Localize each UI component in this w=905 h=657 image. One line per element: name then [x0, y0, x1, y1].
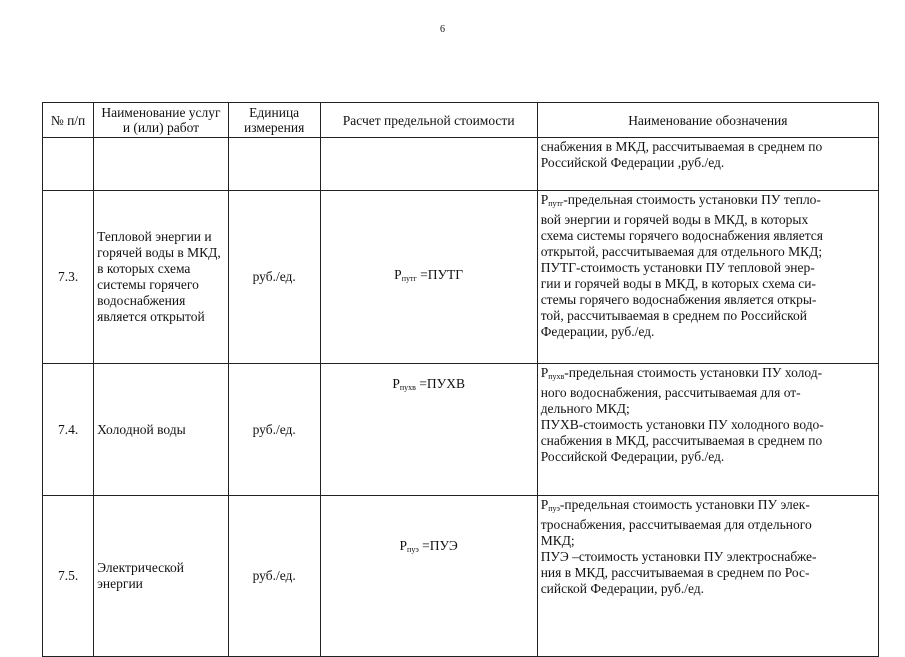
desc-line: ПУЭ –стоимость установки ПУ электроснабже- — [540, 549, 817, 564]
cell-service: Тепловой энергии и горячей воды в МКД, в которых схема системы горячего водоснабжения является открытой — [94, 191, 229, 364]
header-unit: Единица измерения — [228, 103, 320, 138]
symbol-base: P — [540, 497, 549, 512]
desc-line — [541, 192, 875, 212]
cell-unit: руб./ед. — [228, 191, 320, 364]
limit-cost-table — [42, 102, 879, 657]
desc-line: гии и горячей воды в МКД, в которых схема си- — [540, 276, 816, 291]
desc-line — [541, 365, 875, 385]
cell-desc — [537, 496, 878, 657]
header-num: № п/п — [43, 103, 94, 138]
desc-line: вой энергии и горячей воды в МКД, в которых — [540, 212, 809, 227]
desc-line: ного водоснабжения, рассчитываемая для от- — [540, 385, 801, 400]
cell-service: Холодной воды — [94, 364, 229, 496]
cell-desc — [537, 191, 878, 364]
desc-line: ПУХВ-стоимость установки ПУ холодного водо- — [540, 417, 824, 432]
formula-subscript: пухв — [399, 383, 416, 392]
page-number: 6 — [440, 24, 445, 35]
desc-line: дельного МКД; — [540, 401, 630, 416]
cell-calc — [320, 138, 537, 191]
table-header-row — [43, 103, 879, 138]
symbol-subscript: пухв — [548, 372, 565, 381]
desc-line: стемы горячего водоснабжения является откры- — [540, 292, 817, 307]
formula-rest: =ПУХВ — [415, 376, 465, 391]
desc-line: снабжения в МКД, рассчитываемая в среднем по — [540, 139, 823, 154]
cell-desc — [537, 364, 878, 496]
header-desc: Наименование обозначения — [537, 103, 878, 138]
formula-rest: =ПУЭ — [418, 538, 458, 553]
desc-line: троснабжения, рассчитываемая для отдельного — [540, 517, 812, 532]
cell-unit: руб./ед. — [228, 364, 320, 496]
formula-subscript: пуэ — [407, 545, 419, 554]
desc-line: ния в МКД, рассчитываемая в среднем по Рос- — [540, 565, 810, 580]
table-row-7-5 — [43, 496, 879, 657]
desc-line: МКД; — [540, 533, 575, 548]
cell-unit: руб./ед. — [228, 496, 320, 657]
cell-calc — [320, 191, 537, 364]
cell-calc — [320, 364, 537, 496]
header-calc: Расчет предельной стоимости — [320, 103, 537, 138]
table-row-continuation — [43, 138, 879, 191]
desc-line: Российской Федерации, руб./ед. — [540, 449, 725, 464]
desc-line: схема системы горячего водоснабжения является — [540, 228, 823, 243]
cell-num: 7.4. — [43, 364, 94, 496]
table-row-7-4 — [43, 364, 879, 496]
desc-line: той, рассчитываемая в среднем по Российской — [540, 308, 807, 323]
desc-line: открытой, рассчитываемая для отдельного МКД; — [540, 244, 823, 259]
header-service: Наименование услуг и (или) работ — [94, 103, 229, 138]
symbol-base: P — [540, 365, 549, 380]
desc-line: сийской Федерации, руб./ед. — [540, 581, 705, 596]
cell-desc — [537, 138, 878, 191]
formula-base: P — [392, 376, 400, 391]
desc-line: Российской Федерации ,руб./ед. — [540, 155, 725, 170]
cell-calc — [320, 496, 537, 657]
formula-base: P — [394, 267, 402, 282]
desc-first-rest: -предельная стоимость установки ПУ элек- — [559, 497, 810, 512]
desc-line — [541, 497, 875, 517]
cell-num: 7.5. — [43, 496, 94, 657]
cell-num: 7.3. — [43, 191, 94, 364]
cell-service — [94, 138, 229, 191]
cell-unit — [228, 138, 320, 191]
formula-subscript: путг — [401, 274, 417, 283]
desc-first-rest: -предельная стоимость установки ПУ тепло- — [563, 192, 821, 207]
symbol-subscript: путг — [548, 199, 564, 208]
cell-num — [43, 138, 94, 191]
symbol-subscript: пуэ — [548, 504, 560, 513]
desc-line: Федерации, руб./ед. — [540, 324, 655, 339]
symbol-base: P — [540, 192, 549, 207]
cell-service: Электрической энергии — [94, 496, 229, 657]
formula-rest: =ПУТГ — [416, 267, 464, 282]
table-row-7-3 — [43, 191, 879, 364]
desc-first-rest: -предельная стоимость установки ПУ холод- — [564, 365, 823, 380]
formula-base: P — [399, 538, 408, 553]
desc-line: ПУТГ-стоимость установки ПУ тепловой энер- — [540, 260, 815, 275]
desc-line: снабжения в МКД, рассчитываемая в среднем по — [540, 433, 823, 448]
